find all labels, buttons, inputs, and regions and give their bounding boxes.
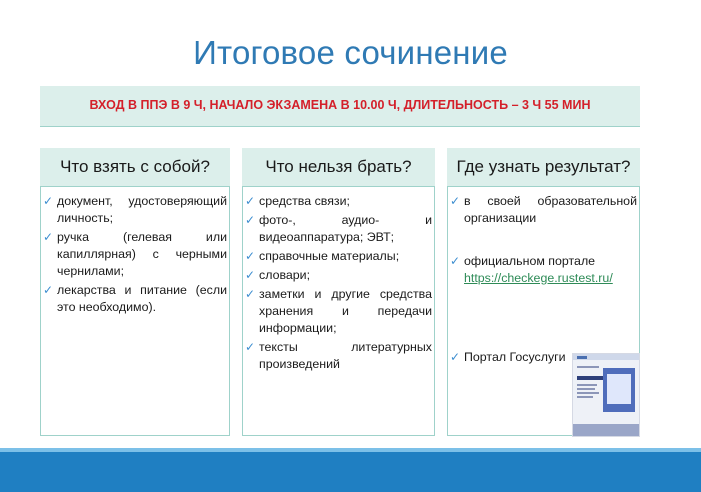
checkmark-icon: ✓ — [43, 194, 54, 208]
page-title: Итоговое сочинение — [193, 34, 508, 71]
list-item: ✓ словари; — [245, 268, 311, 282]
list-item: ✓ ручка (гелевая или капиллярная) с черными чернилами; — [43, 230, 227, 278]
item-list — [448, 187, 639, 366]
list-item: ✓ лекарства и питание (если это необходимо). — [43, 283, 227, 314]
checkmark-icon: ✓ — [450, 350, 461, 364]
item-list — [243, 187, 434, 373]
column-body — [447, 186, 640, 436]
footer-bar — [0, 452, 701, 492]
item-list — [41, 187, 229, 316]
list-item: ✓ в своей образовательной организации — [450, 194, 637, 225]
checkmark-icon: ✓ — [245, 340, 256, 354]
column-heading: Где узнать результат? — [447, 148, 640, 186]
column-heading: Что нельзя брать? — [242, 148, 435, 186]
checkmark-icon: ✓ — [245, 268, 256, 282]
list-item: ✓ документ, удостоверяющий личность; — [43, 194, 227, 225]
exam-info-text: ВХОД В ППЭ В 9 Ч, НАЧАЛО ЭКЗАМЕНА В 10.00 Ч, ДЛИТЕЛЬНОСТЬ – 3 Ч 55 МИН — [89, 98, 591, 112]
list-item: ✓ тексты литературных произведений — [245, 340, 432, 371]
column-prohibited — [242, 148, 435, 436]
column-body — [242, 186, 435, 436]
exam-info-banner — [40, 86, 640, 126]
list-item: ✓ средства связи; — [245, 194, 350, 208]
checkmark-icon: ✓ — [245, 287, 256, 301]
checkmark-icon: ✓ — [245, 249, 256, 263]
checkmark-icon: ✓ — [245, 194, 256, 208]
checkmark-icon: ✓ — [245, 213, 256, 227]
list-item: ✓ Портал Госуслуги — [450, 350, 566, 364]
checkmark-icon: ✓ — [450, 194, 461, 208]
banner-divider — [40, 126, 640, 127]
gosuslugi-thumbnail — [572, 353, 640, 437]
checkmark-icon: ✓ — [43, 230, 54, 244]
list-item: ✓ официальном портале https://checkege.rustest.ru/ — [450, 254, 613, 285]
column-heading: Что взять с собой? — [40, 148, 230, 186]
checkege-link[interactable]: https://checkege.rustest.ru/ — [464, 271, 613, 285]
column-what-to-bring — [40, 148, 230, 436]
checkmark-icon: ✓ — [43, 283, 54, 297]
list-item: ✓ фото-, аудио- и видеоаппаратура; ЭВТ; — [245, 213, 432, 244]
checkmark-icon: ✓ — [450, 254, 461, 268]
list-item: ✓ заметки и другие средства хранения и передачи информации; — [245, 287, 432, 335]
list-item: ✓ справочные материалы; — [245, 249, 400, 263]
column-body — [40, 186, 230, 436]
column-results — [447, 148, 640, 436]
